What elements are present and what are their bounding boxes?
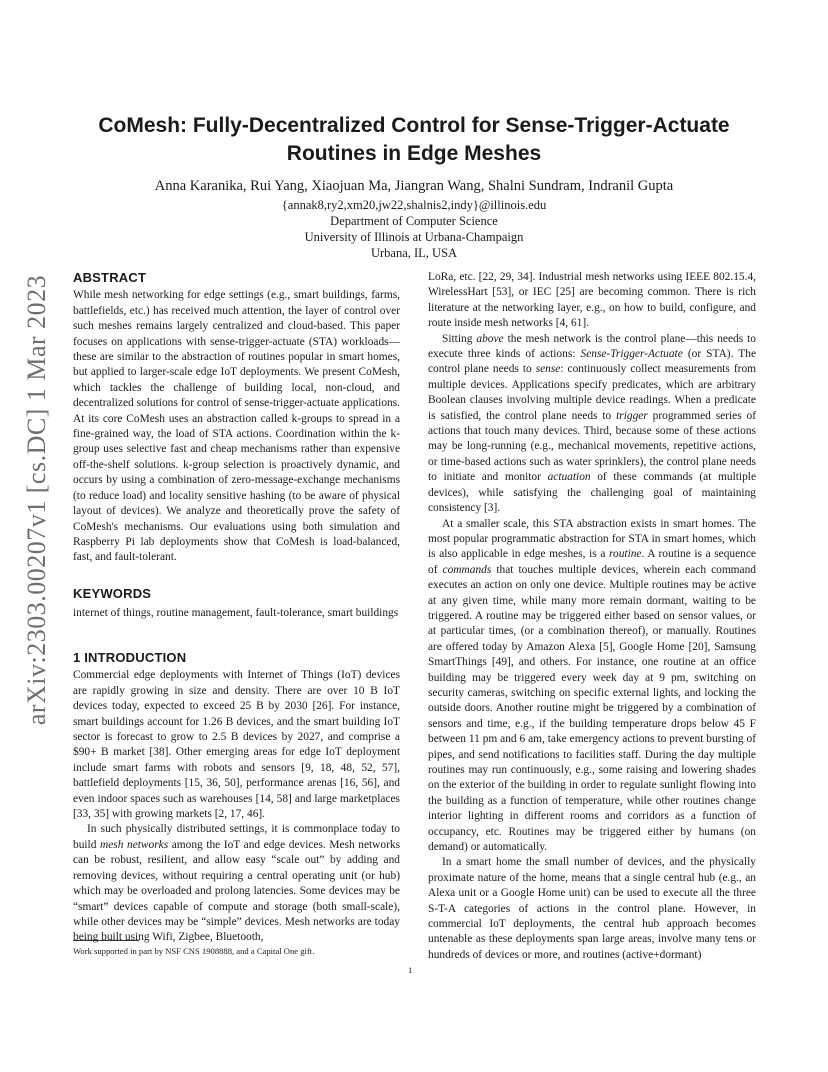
arxiv-id: arXiv:2303.00207v1 [cs.DC] 1 Mar 2023 xyxy=(22,274,51,726)
affiliation xyxy=(40,197,788,261)
intro-paragraph-4: Sitting above the mesh network is the control plane—this needs to execute three kinds of actions: Sense-Trigger-Actuate (or STA). The control plane needs to sense: continuously collect measurements from multiple devices. Applications specify predicates, which are arbitrary Boolean clauses involving multiple device readings. When a predicate is satisfied, the control plane needs to trigger programmed series of actions that touch many devices. Third, because some of these actions may be long-running (e.g., mechanical movements, repetitive actions, or time-based actions such as water sprinklers), the control plane needs to initiate and monitor actuation of these commands (at multiple devices), while satisfying the challenging goal of maintaining consistency [3]. xyxy=(428,332,757,515)
intro-paragraph-5: At a smaller scale, this STA abstraction exists in smart homes. The most popular programmatic abstraction for STA in smart homes, which is also applicable in edge meshes, is a routine. A routine is a sequence of commands that touches multiple devices, wherein each command executes an action on only one device. Multiple routines may be active at any given time, while many more remain dormant, waiting to be triggered. A routine may be triggered either based on sensor values, or at particular times, (or a combination thereof), or manually. Routines are offered today by Amazon Alexa [5], Google Home [20], Samsung SmartThings [49], and others. For instance, one routine at an office building may be triggered every week day at 9 pm, switching on security cameras, switching on specific external lights, and locking the outside doors. Another routine might be triggered by a combination of sensors and time, e.g., if the building temperature drops below 45 F between 11 pm and 6 am, take emergency actions to prevent bursting of pipes, and send notifications to facilities staff. During the day multiple routines may run continuously, e.g., some raising and lowering shades on the exterior of the building in order to regulate sunlight flowing into the building as a function of temperature, while other routines change interior lighting in different rooms and corridors as a function of occupancy, etc. Routines may be triggered either by humans (on demand) or automatically. xyxy=(428,517,756,854)
introduction-heading: 1 INTRODUCTION xyxy=(73,650,187,665)
keywords-section xyxy=(73,586,400,622)
abstract-section xyxy=(73,270,400,566)
introduction-left xyxy=(73,650,400,946)
intro-paragraph-6: In a smart home the small number of devices, and the physically proximate nature of the home, means that a single central hub (e.g., an Alexa unit or a Google Home unit) can be used to execute all the three S-T-A categories of actions in the control plane. However, in commercial IoT deployments, the central hub approach becomes untenable as these deployments span large areas, involve many tens or hundreds of devices or more, and routines (active+dormant) xyxy=(428,856,756,961)
city: Urbana, IL, USA xyxy=(370,246,458,260)
intro-paragraph-1: Commercial edge deployments with Internet of Things (IoT) devices are rapidly growing in size and density. There are over 10 B IoT devices today, expected to exceed 25 B by 2030 [26]. For instance, smart buildings account for 1.26 B devices, and the smart building IoT sector is forecast to grow to 2.5 B devices by 2027, and comprise a $90+ B market [38]. Other emerging areas for edge IoT deployment include smart farms with robots and sensors [9, 18, 48, 52, 57], battlefield deployments [15, 36, 50], performance arenas [16, 56], and even indoor spaces such as warehouses [14, 58] and large marketplaces [33, 35] with growing markets [2, 17, 46]. xyxy=(73,669,400,821)
abstract-heading: ABSTRACT xyxy=(73,270,147,285)
keywords-text: internet of things, routine management, fault-tolerance, smart buildings xyxy=(73,607,399,620)
keywords-heading: KEYWORDS xyxy=(73,586,152,601)
title-line-2: Routines in Edge Meshes xyxy=(286,142,542,165)
page-number: 1 xyxy=(408,965,413,975)
intro-paragraph-3: LoRa, etc. [22, 29, 34]. Industrial mesh networks using IEEE 802.15.4, WirelessHart [53], or IEC [25] are becoming common. There is rich literature at the networking layer, e.g., on how to build, configure, and route inside mesh networks [4, 61]. xyxy=(428,271,756,330)
department: Department of Computer Science xyxy=(330,214,498,228)
authors: Anna Karanika, Rui Yang, Xiaojuan Ma, Jiangran Wang, Shalni Sundram, Indranil Gupta xyxy=(154,178,674,194)
paper-title xyxy=(40,112,788,168)
footnote: Work supported in part by NSF CNS 1908888, and a Capital One gift. xyxy=(73,946,315,956)
author-emails: {annak8,ry2,xm20,jw22,shalnis2,indy}@illinois.edu xyxy=(281,198,547,212)
university: University of Illinois at Urbana-Champaign xyxy=(304,230,524,244)
footnote-divider xyxy=(73,940,139,941)
title-line-1: CoMesh: Fully-Decentralized Control for Sense-Trigger-Actuate xyxy=(98,114,730,137)
intro-paragraph-2: In such physically distributed settings, it is commonplace today to build mesh networks among the IoT and edge devices. Mesh networks can be robust, resilient, and allow easy “scale out” by adding and removing devices, without requiring a central operating unit (or hub) which may be overloaded and prolong latencies. Some devices may be “smart” devices capable of compute and storage (both small-scale), while other devices may be “simple” devices. Mesh networks are today being built using Wifi, Zigbee, Bluetooth, xyxy=(73,823,401,944)
introduction-right xyxy=(428,270,756,963)
abstract-text: While mesh networking for edge settings (e.g., smart buildings, farms, battlefields, etc.) has received much attention, the layer of control over such meshes remains largely centralized and cloud-based. This paper focuses on applications with sense-trigger-actuate (STA) workloads—these are similar to the abstraction of routines popular in smart homes, but applied to larger-scale edge IoT deployments. We present CoMesh, which tackles the challenge of building local, non-cloud, and decentralized solutions for control of sense-trigger-actuate applications. At its core CoMesh uses an abstraction called k-groups to spread in a fine-grained way, the load of STA actions. Coordination within the k-group uses selective fast and cheap mechanisms rather than expensive off-the-shelf solutions. k-group selection is proactively dynamic, and occurs by using a combination of zero-message-exchange mechanisms (to reduce load) and locality sensitive hashing (to be aware of physical layout of devices). We analyze and theoretically prove the safety of CoMesh's mechanisms. Our evaluations using both simulation and Raspberry Pi lab deployments show that CoMesh is load-balanced, fast, and fault-tolerant. xyxy=(73,289,400,564)
arxiv-sidebar xyxy=(20,260,54,740)
